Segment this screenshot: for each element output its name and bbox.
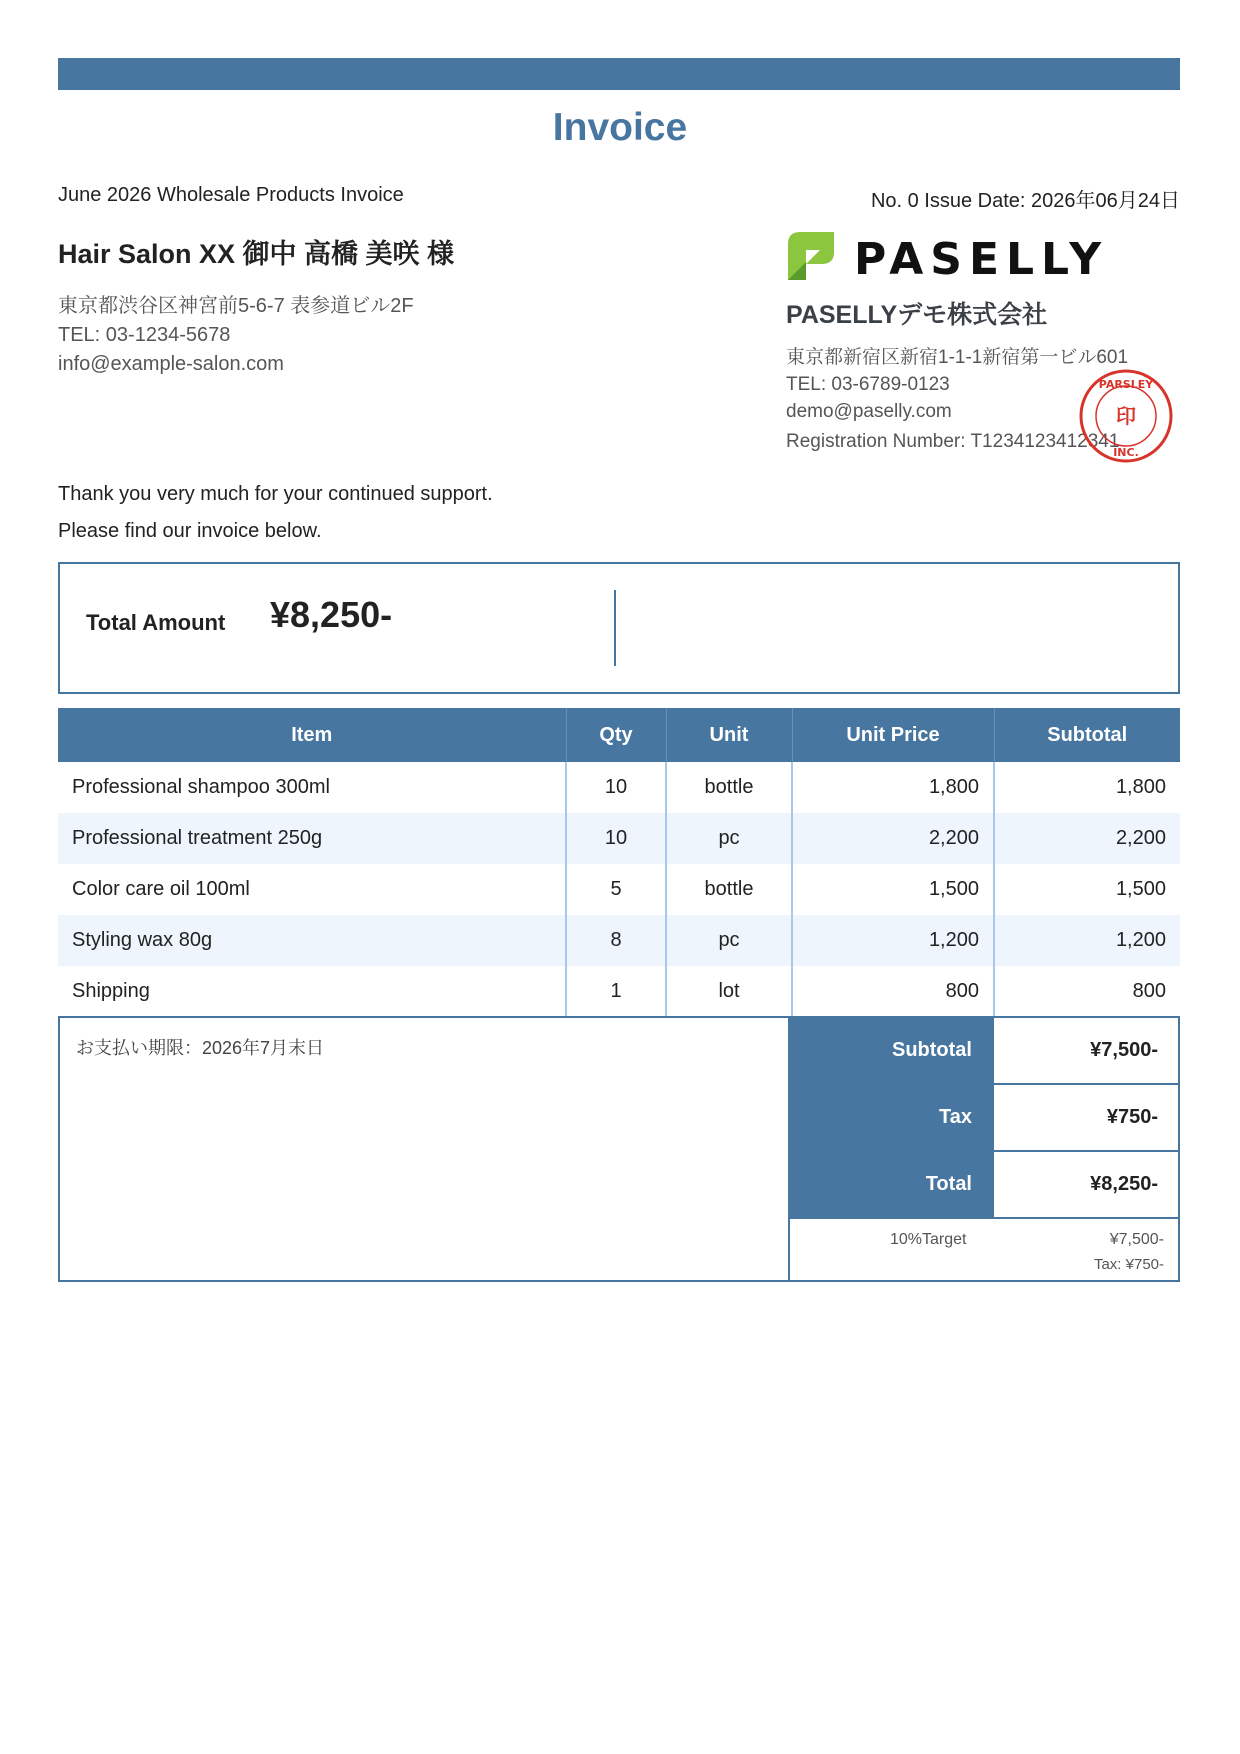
item-unit: bottle xyxy=(666,762,792,813)
registration-number: Registration Number: T1234123412341 xyxy=(786,431,1120,452)
subtotal-value: ¥7,500- xyxy=(992,1018,1178,1083)
column-header: Qty xyxy=(566,708,666,762)
subtotal-label: Subtotal xyxy=(790,1018,992,1083)
client-tel: TEL: 03-1234-5678 xyxy=(58,324,231,346)
svg-text:INC.: INC. xyxy=(1113,446,1139,459)
tax-label: Tax xyxy=(790,1085,992,1150)
company-logo xyxy=(786,230,1109,285)
subtotal-row xyxy=(790,1018,1178,1085)
item-name: Professional treatment 250g xyxy=(58,813,566,864)
item-unit: pc xyxy=(666,813,792,864)
total-amount-value: ¥8,250- xyxy=(270,594,393,635)
item-subtotal: 1,800 xyxy=(994,762,1180,813)
item-subtotal: 2,200 xyxy=(994,813,1180,864)
tax-rate-label: 10%Target xyxy=(890,1231,967,1248)
table-row xyxy=(58,864,1180,915)
table-row xyxy=(58,813,1180,864)
table-row xyxy=(58,966,1180,1017)
item-name: Shipping xyxy=(58,966,566,1017)
tax-breakdown xyxy=(788,1219,1178,1281)
item-unit: bottle xyxy=(666,864,792,915)
invoice-number-date: No. 0 Issue Date: 2026年06月24日 xyxy=(870,190,1180,212)
item-qty: 1 xyxy=(566,966,666,1017)
client-address: 東京都渋谷区神宮前5-6-7 表参道ビル2F xyxy=(58,295,414,317)
client-name: Hair Salon XX 御中 高橋 美咲 様 xyxy=(58,239,455,269)
issuer-company: PASELLYデモ株式会社 xyxy=(786,301,1048,329)
item-unit: pc xyxy=(666,915,792,966)
invoice-subject: June 2026 Wholesale Products Invoice xyxy=(58,184,404,206)
item-name: Color care oil 100ml xyxy=(58,864,566,915)
client-email: info@example-salon.com xyxy=(58,353,284,375)
total-value: ¥8,250- xyxy=(992,1152,1178,1217)
svg-text:印: 印 xyxy=(1116,404,1136,428)
totals-grid xyxy=(790,1018,1178,1281)
item-unit: lot xyxy=(666,966,792,1017)
total-label: Total xyxy=(790,1152,992,1217)
company-seal-icon xyxy=(1078,368,1174,464)
table-row xyxy=(58,915,1180,966)
logo-wordmark: PASELLY xyxy=(854,234,1109,285)
item-name: Styling wax 80g xyxy=(58,915,566,966)
item-unit-price: 800 xyxy=(792,966,994,1017)
summary-section xyxy=(58,1016,1180,1282)
column-header: Subtotal xyxy=(994,708,1180,762)
issuer-contact xyxy=(786,344,1128,425)
issuer-address: 東京都新宿区新宿1-1-1新宿第一ビル601 xyxy=(786,347,1129,368)
logo-mark-icon xyxy=(786,230,836,282)
header-bar xyxy=(58,58,1180,90)
item-qty: 8 xyxy=(566,915,666,966)
table-row xyxy=(58,762,1180,813)
document-title: Invoice xyxy=(552,106,688,149)
table-header-row xyxy=(58,708,1180,762)
greeting xyxy=(58,476,493,550)
line-items-table xyxy=(58,708,1180,1017)
total-row xyxy=(790,1152,1178,1219)
item-unit-price: 1,200 xyxy=(792,915,994,966)
column-header: Unit xyxy=(666,708,792,762)
tax-base-value: ¥7,500- xyxy=(1109,1231,1164,1248)
item-qty: 5 xyxy=(566,864,666,915)
tax-value: ¥750- xyxy=(992,1085,1178,1150)
total-amount-box xyxy=(58,562,1180,694)
column-header: Item xyxy=(58,708,566,762)
greeting-line-2: Please find our invoice below. xyxy=(58,520,322,542)
total-amount-label: Total Amount xyxy=(86,610,226,635)
greeting-line-1: Thank you very much for your continued support. xyxy=(58,483,493,505)
payment-due-note: お支払い期限：2026年7月末日 xyxy=(76,1038,325,1058)
issuer-tel: TEL: 03-6789-0123 xyxy=(786,374,950,395)
item-unit-price: 2,200 xyxy=(792,813,994,864)
item-qty: 10 xyxy=(566,813,666,864)
client-contact xyxy=(58,292,414,379)
svg-text:PARSLEY: PARSLEY xyxy=(1098,378,1154,391)
item-qty: 10 xyxy=(566,762,666,813)
issuer-email: demo@paselly.com xyxy=(786,401,952,422)
item-unit-price: 1,800 xyxy=(792,762,994,813)
item-name: Professional shampoo 300ml xyxy=(58,762,566,813)
tax-row xyxy=(790,1085,1178,1152)
item-unit-price: 1,500 xyxy=(792,864,994,915)
item-subtotal: 800 xyxy=(994,966,1180,1017)
tax-amount-line: Tax: ¥750- xyxy=(1093,1256,1164,1273)
item-subtotal: 1,200 xyxy=(994,915,1180,966)
column-header: Unit Price xyxy=(792,708,994,762)
item-subtotal: 1,500 xyxy=(994,864,1180,915)
total-box-divider xyxy=(614,590,616,666)
